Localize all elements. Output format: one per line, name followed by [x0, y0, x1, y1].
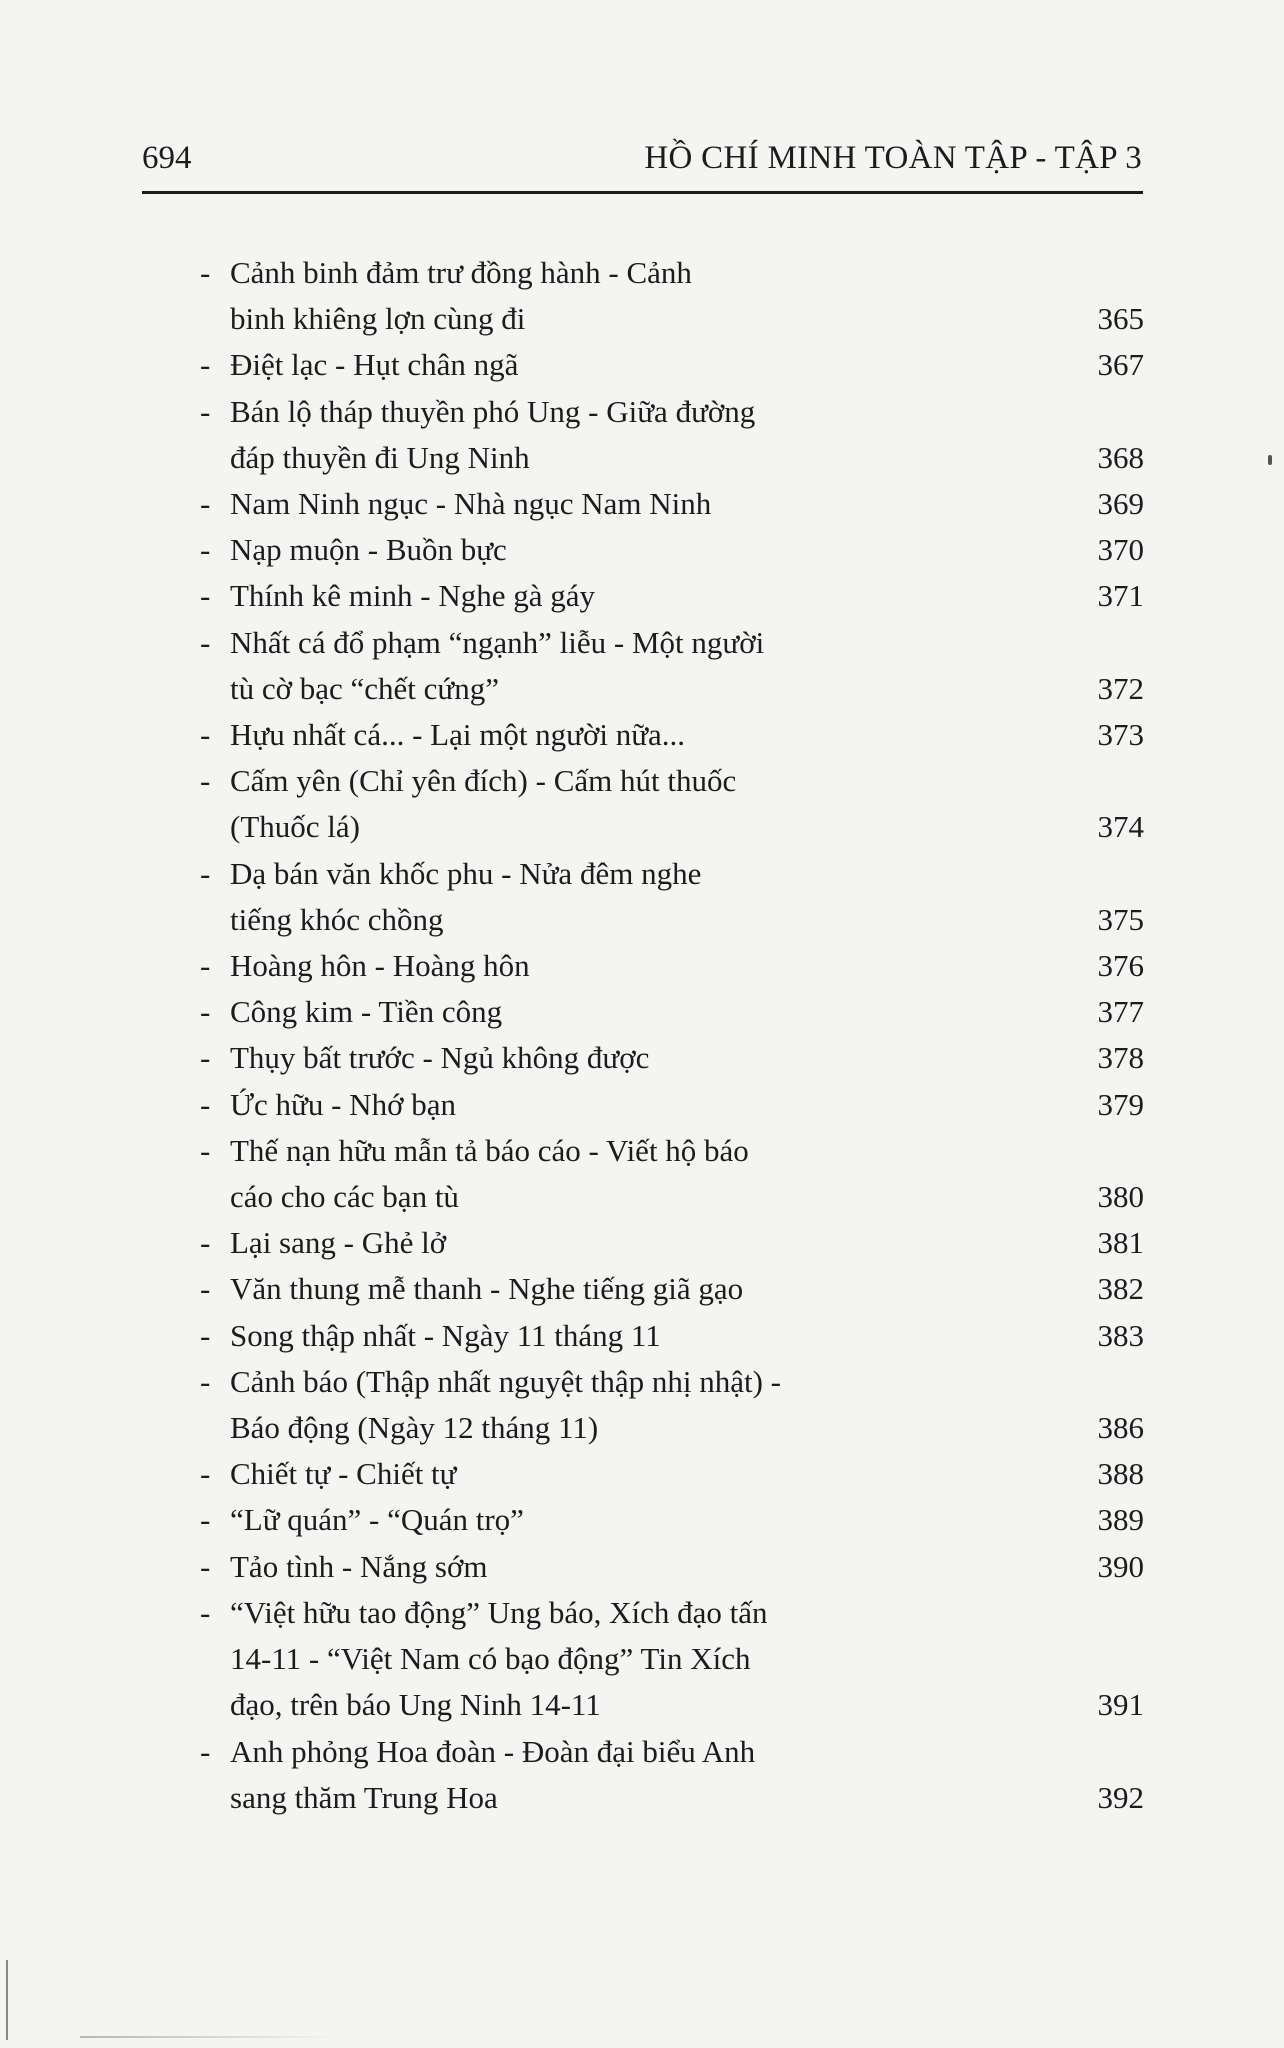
entry-page-number: 376: [1097, 948, 1144, 984]
entry-page-number: 377: [1097, 994, 1144, 1030]
entry-dash: -: [200, 855, 211, 891]
entry-title-line: “Việt hữu tao động” Ung báo, Xích đạo tấn: [230, 1594, 768, 1630]
entry-title: [200, 527, 845, 573]
entry-page-number: 386: [1097, 1410, 1144, 1446]
entry-title: [200, 1729, 845, 1821]
entry-dash: -: [200, 1225, 211, 1261]
toc-entry: [200, 1359, 1144, 1451]
table-of-contents: [200, 250, 1144, 1821]
entry-dash: -: [200, 948, 211, 984]
entry-page-number: 373: [1097, 717, 1144, 753]
toc-entry: [200, 481, 1144, 527]
entry-page-number: 378: [1097, 1040, 1144, 1076]
toc-entry: [200, 758, 1144, 850]
header-rule: [142, 191, 1143, 194]
entry-page-number: 382: [1097, 1271, 1144, 1307]
entry-title-line: Văn thung mễ thanh - Nghe tiếng giã gạo: [230, 1271, 744, 1307]
toc-entry: [200, 943, 1144, 989]
entry-title: [200, 851, 845, 943]
entry-page-number: 391: [1097, 1687, 1144, 1723]
entry-title: [200, 758, 845, 850]
entry-dash: -: [200, 532, 211, 568]
entry-title-line: Nạp muộn - Buồn bực: [230, 532, 507, 568]
entry-title-line: “Lữ quán” - “Quán trọ”: [230, 1502, 524, 1538]
entry-dash: -: [200, 1317, 211, 1353]
entry-page-number: 389: [1097, 1502, 1144, 1538]
entry-page-number: 392: [1097, 1779, 1144, 1815]
entry-page-number: 383: [1097, 1317, 1144, 1353]
entry-title: [200, 1313, 845, 1359]
toc-entry: [200, 1313, 1144, 1359]
entry-title-line: Thính kê minh - Nghe gà gáy: [230, 578, 596, 614]
toc-entry: [200, 389, 1144, 481]
entry-title-line: (Thuốc lá): [230, 809, 360, 845]
entry-page-number: 370: [1097, 532, 1144, 568]
toc-entry: [200, 851, 1144, 943]
entry-title: [200, 1590, 845, 1729]
entry-title-line: tiếng khóc chồng: [230, 901, 444, 937]
entry-dash: -: [200, 1456, 211, 1492]
toc-entry: [200, 1451, 1144, 1497]
entry-dash: -: [200, 1548, 211, 1584]
entry-dash: -: [200, 393, 211, 429]
entry-title-line: 14-11 - “Việt Nam có bạo động” Tin Xích: [230, 1641, 751, 1677]
entry-dash: -: [200, 1363, 211, 1399]
entry-title-line: Báo động (Ngày 12 tháng 11): [230, 1410, 599, 1446]
entry-title-line: Chiết tự - Chiết tự: [230, 1456, 457, 1492]
entry-title-line: Điệt lạc - Hụt chân ngã: [230, 347, 519, 383]
entry-title-line: tù cờ bạc “chết cứng”: [230, 670, 499, 706]
entry-dash: -: [200, 347, 211, 383]
entry-title: [200, 1451, 845, 1497]
entry-page-number: 375: [1097, 901, 1144, 937]
running-title: HỒ CHÍ MINH TOÀN TẬP - TẬP 3: [644, 140, 1142, 176]
entry-title: [200, 1035, 845, 1081]
entry-title-line: Lại sang - Ghẻ lở: [230, 1225, 447, 1261]
entry-dash: -: [200, 1271, 211, 1307]
entry-title-line: cáo cho các bạn tù: [230, 1179, 459, 1215]
entry-title-line: Hựu nhất cá... - Lại một người nữa...: [230, 717, 686, 753]
entry-title-line: Thụy bất trước - Ngủ không được: [230, 1040, 650, 1076]
entry-dash: -: [200, 1733, 211, 1769]
entry-title-line: Cảnh báo (Thập nhất nguyệt thập nhị nhật) -: [230, 1363, 781, 1399]
entry-title: [200, 389, 845, 481]
entry-dash: -: [200, 255, 211, 290]
scan-mark: [1268, 455, 1272, 465]
entry-title: [200, 1128, 845, 1220]
entry-title-line: Công kim - Tiền công: [230, 994, 503, 1030]
entry-title-line: Dạ bán văn khốc phu - Nửa đêm nghe: [230, 855, 702, 891]
entry-dash: -: [200, 763, 211, 799]
entry-title: [200, 573, 845, 619]
entry-title: [200, 1082, 845, 1128]
toc-entry: [200, 1497, 1144, 1543]
entry-title-line: Nhất cá đổ phạm “ngạnh” liễu - Một người: [230, 624, 765, 660]
entry-page-number: 368: [1097, 439, 1144, 475]
entry-dash: -: [200, 486, 211, 522]
entry-page-number: 390: [1097, 1548, 1144, 1584]
entry-title-line: Ức hữu - Nhớ bạn: [230, 1086, 456, 1122]
toc-entry: [200, 1544, 1144, 1590]
entry-title-line: đạo, trên báo Ung Ninh 14-11: [230, 1687, 601, 1723]
entry-title: [200, 620, 845, 712]
scan-smudge: [80, 2036, 340, 2038]
scan-edge-mark: [6, 1960, 8, 2040]
toc-entry: [200, 1035, 1144, 1081]
entry-dash: -: [200, 1086, 211, 1122]
entry-page-number: 365: [1097, 301, 1144, 337]
entry-dash: -: [200, 1132, 211, 1168]
toc-entry: [200, 1128, 1144, 1220]
entry-title-line: Hoàng hôn - Hoàng hôn: [230, 948, 530, 984]
entry-title-line: đáp thuyền đi Ung Ninh: [230, 439, 530, 475]
entry-title-line: binh khiêng lợn cùng đi: [230, 301, 526, 337]
entry-page-number: 379: [1097, 1086, 1144, 1122]
entry-page-number: 380: [1097, 1179, 1144, 1215]
toc-entry: [200, 620, 1144, 712]
entry-page-number: 371: [1097, 578, 1144, 614]
toc-entry: [200, 573, 1144, 619]
entry-title: [200, 1497, 845, 1543]
entry-page-number: 367: [1097, 347, 1144, 383]
entry-dash: -: [200, 994, 211, 1030]
entry-title: [200, 1544, 845, 1590]
toc-entry: [200, 1590, 1144, 1729]
toc-entry: [200, 1082, 1144, 1128]
entry-page-number: 374: [1097, 809, 1144, 845]
entry-title: [200, 1266, 845, 1312]
entry-page-number: 381: [1097, 1225, 1144, 1261]
toc-entry: [200, 250, 1144, 342]
entry-title: [200, 1359, 845, 1451]
entry-dash: -: [200, 1502, 211, 1538]
entry-title-line: Anh phỏng Hoa đoàn - Đoàn đại biểu Anh: [230, 1733, 756, 1769]
entry-title: [200, 250, 845, 342]
entry-title-line: Cảnh binh đảm trư đồng hành - Cảnh: [230, 255, 692, 290]
entry-title: [200, 342, 845, 388]
page-number: 694: [142, 140, 192, 176]
entry-dash: -: [200, 624, 211, 660]
entry-title-line: Thế nạn hữu mẫn tả báo cáo - Viết hộ báo: [230, 1132, 749, 1168]
toc-entry: [200, 1220, 1144, 1266]
entry-title: [200, 989, 845, 1035]
toc-entry: [200, 1729, 1144, 1821]
entry-title-line: Song thập nhất - Ngày 11 tháng 11: [230, 1317, 661, 1353]
entry-title: [200, 943, 845, 989]
entry-title-line: Tảo tình - Nắng sớm: [230, 1548, 488, 1584]
entry-title-line: Nam Ninh ngục - Nhà ngục Nam Ninh: [230, 486, 712, 522]
entry-dash: -: [200, 717, 211, 753]
entry-page-number: 388: [1097, 1456, 1144, 1492]
entry-dash: -: [200, 1040, 211, 1076]
entry-page-number: 369: [1097, 486, 1144, 522]
entry-dash: -: [200, 1594, 211, 1630]
entry-title-line: Bán lộ tháp thuyền phó Ung - Giữa đường: [230, 393, 756, 429]
toc-entry: [200, 1266, 1144, 1312]
toc-entry: [200, 527, 1144, 573]
toc-entry: [200, 342, 1144, 388]
entry-title: [200, 1220, 845, 1266]
entry-page-number: 372: [1097, 670, 1144, 706]
toc-entry: [200, 712, 1144, 758]
entry-title: [200, 712, 845, 758]
entry-title-line: Cấm yên (Chỉ yên đích) - Cấm hút thuốc: [230, 763, 737, 799]
entry-title: [200, 481, 845, 527]
page-header: [142, 140, 1142, 188]
toc-entry: [200, 989, 1144, 1035]
entry-title-line: sang thăm Trung Hoa: [230, 1779, 498, 1815]
entry-dash: -: [200, 578, 211, 614]
